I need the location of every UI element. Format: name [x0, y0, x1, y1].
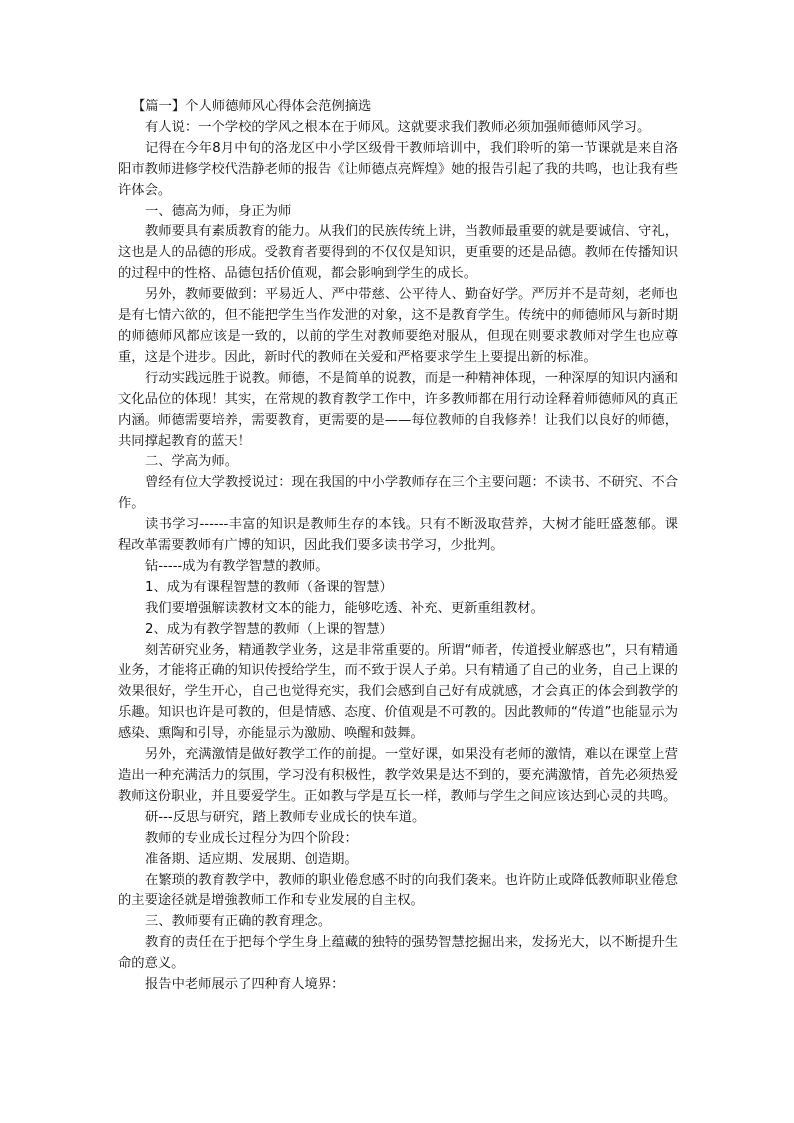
- section-heading: 三、教师要有正确的教育理念。: [145, 914, 332, 930]
- paragraph: 教育的责任在于把每个学生身上蕴藏的独特的强势智慧挖掘出来，发扬光大，以不断提升生命的意义。: [118, 935, 678, 972]
- paragraph: 教师要具有素质教育的能力。从我们的民族传统上讲，当教师最重要的就是要诚信、守礼，这也是人的品德的形成。受教育者要得到的不仅仅是知识，更重要的还是品德。教师在传播知识的过程中的性格、品德包括价值观，都会影响到学生的成长。: [118, 224, 678, 282]
- paragraph: 研---反思与研究，踏上教师专业成长的快车道。: [145, 809, 426, 825]
- document-title: 【篇一】个人师德师风心得体会范例摘选: [132, 99, 372, 114]
- paragraph: 我们要增强解读教材文本的能力，能够吃透、补充、更新重组教材。: [145, 600, 544, 616]
- paragraph: 在繁琐的教育教学中，教师的职业倦怠感不时的向我们袭来。也许防止或降低教师职业倦怠的主要途径就是增強教师工作和专业发展的自主权。: [118, 872, 678, 909]
- subheading: 2、成为有教学智慧的教师（上课的智慧）: [145, 621, 393, 637]
- paragraph: 钻-----成为有教学智慧的教师。: [145, 558, 329, 574]
- paragraph: 有人说：一个学校的学风之根本在于师风。这就要求我们教师必须加强师德师风学习。: [145, 119, 651, 135]
- paragraph: 报告中老师展示了四种育人境界：: [145, 977, 345, 993]
- paragraph: 准备期、适应期、发展期、创造期。: [145, 851, 358, 867]
- paragraph: 记得在今年8月中旬的洛龙区中小学区级骨干教师培训中，我们聆听的第一节课就是来自洛阳市教师进修学校代浩静老师的报告《让师德点亮辉煌》她的报告引起了我的共鸣，也让我有些许体会。: [118, 140, 678, 198]
- paragraph: 另外，充满激情是做好教学工作的前提。一堂好课，如果没有老师的激情，难以在课堂上营造出一种充满活力的氛围，学习没有积极性，教学效果是达不到的，要充满激情，首先必须热爱教师这份职业，并且要爱学生。正如教与学是互长一样，教师与学生之间应该达到心灵的共鸣。: [118, 747, 678, 804]
- subheading: 1、成为有课程智慧的教师（备课的智慧）: [145, 579, 393, 595]
- section-heading: 一、德高为师，身正为师: [145, 203, 292, 219]
- paragraph: 曾经有位大学教授说过：现在我国的中小学教师存在三个主要问题：不读书、不研究、不合作。: [118, 475, 678, 512]
- document-page: [118, 97, 678, 996]
- paragraph: 刻苦研究业务，精通教学业务，这是非常重要的。所谓“师者，传道授业解惑也”，只有精通业务，才能将正确的知识传授给学生，而不致于误人子弟。只有精通了自己的业务，自己上课的效果很好，学生开心，自己也觉得充实，我们会感到自己好有成就感，才会真正的体会到教学的乐趣。知识也许是可教的，但是情感、态度、价值观是不可教的。因此教师的“传道”也能显示为感染、熏陶和引导，亦能显示为激励、唤醒和鼓舞。: [118, 642, 678, 742]
- paragraph: 另外，教师要做到：平易近人、严中带慈、公平待人、勤奋好学。严厉并不是苛刻，老师也是有七情六欲的，但不能把学生当作发泄的对象，这不是教育学生。传统中的师德师风与新时期的师德师风都应该是一致的，以前的学生对教师要绝对服从，但现在则要求教师对学生也应尊重，这是个进步。因此，新时代的教师在关爱和严格要求学生上要提出新的标准。: [118, 287, 678, 365]
- paragraph: 行动实践远胜于说教。师德，不是简单的说教，而是一种精神体现，一种深厚的知识内涵和文化品位的体现！其实，在常规的教育教学工作中，许多教师都在用行动诠释着师德师风的真正内涵。师德需要培养，需要教育，更需要的是——每位教师的自我修养！让我们以良好的师德，共同撑起教育的蓝天！: [118, 370, 678, 449]
- section-heading: 二、学高为师。: [145, 454, 239, 470]
- paragraph: 教师的专业成长过程分为四个阶段：: [145, 830, 358, 846]
- paragraph: 读书学习------丰富的知识是教师生存的本钱。只有不断汲取营养，大树才能旺盛葱郁。课程改革需要教师有广博的知识，因此我们要多读书学习，少批判。: [118, 517, 678, 554]
